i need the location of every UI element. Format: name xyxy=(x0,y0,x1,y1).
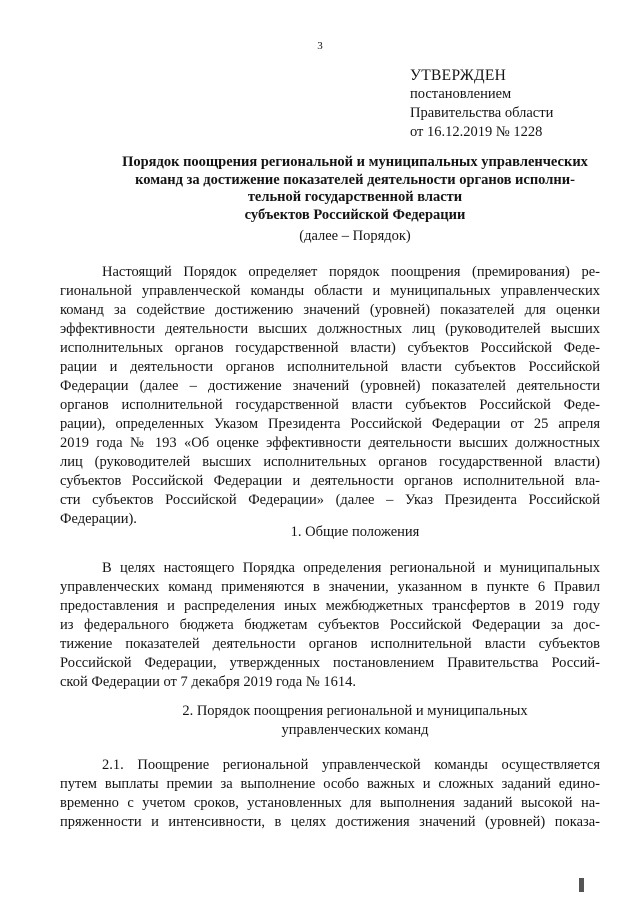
text-line: предоставления и распределения иных межбюджетных трансфертов в 2019 году xyxy=(60,598,600,614)
text-line: В целях настоящего Порядка определения региональной и муниципальных xyxy=(102,560,600,576)
section-1-paragraph xyxy=(60,559,600,692)
text-line: Федерации (далее – достижение значений (уровней) показателей деятельности xyxy=(60,378,600,394)
text-line: путем выплаты премии за выполнение особо важных и сложных заданий едино- xyxy=(60,776,600,792)
title-line: Порядок поощрения региональной и муниципальных управленческих xyxy=(122,154,588,170)
text-line: ской Федерации от 7 декабря 2019 года № 1614. xyxy=(60,674,356,690)
title-line: команд за достижение показателей деятельности органов исполни- xyxy=(135,171,575,188)
document-title xyxy=(60,154,640,224)
text-line: пряженности и интенсивности, в целях достижения значений (уровней) показа- xyxy=(60,814,600,830)
text-line: рации), определенных Указом Президента Российской Федерации от 25 апреля xyxy=(60,416,600,432)
text-line: 2.1. Поощрение региональной управленческой команды осуществляется xyxy=(102,757,600,773)
text-line: Федерации). xyxy=(60,511,137,527)
text-line: субъектов Российской Федерации и деятельности органов исполнительной вла- xyxy=(60,473,600,489)
text-line: исполнительных органов государственной власти) субъектов Российской Феде- xyxy=(60,340,600,356)
scan-artifact xyxy=(579,878,584,892)
heading-line: 2. Порядок поощрения региональной и муниципальных xyxy=(182,703,528,719)
title-line: субъектов Российской Федерации xyxy=(244,206,466,223)
title-note: (далее – Порядок) xyxy=(299,228,411,244)
heading-line: 1. Общие положения xyxy=(290,524,420,540)
text-line: временно с учетом сроков, установленных для выполнения заданий высокой на- xyxy=(60,795,600,811)
page-number: 3 xyxy=(317,40,323,52)
approval-stamp xyxy=(410,66,610,142)
text-line: органов исполнительной государственной власти субъектов Российской Феде- xyxy=(60,397,600,413)
text-line: гиональной управленческой команды области и муниципальных управленческих xyxy=(60,283,600,299)
text-line: управленческих команд применяются в значении, указанном в пункте 6 Правил xyxy=(60,579,600,595)
approval-line: постановлением xyxy=(410,86,512,102)
section-2-heading xyxy=(60,702,640,740)
approval-date: от 16.12.2019 № 1228 xyxy=(410,124,543,140)
text-line: сти субъектов Российской Федерации» (далее – Указ Президента Российской xyxy=(60,492,600,508)
text-line: 2019 года № 193 «Об оценке эффективности деятельности высших должностных xyxy=(60,435,600,451)
text-line: тижение показателей деятельности органов исполнительной власти субъектов xyxy=(60,636,600,652)
text-line: лиц (руководителей высших исполнительных органов государственной власти) xyxy=(60,454,600,470)
approval-line: Правительства области xyxy=(410,105,554,121)
text-line: из федерального бюджета бюджетам субъектов Российской Федерации за дос- xyxy=(60,617,600,633)
section-1-heading xyxy=(60,523,640,542)
title-line: тельной государственной власти xyxy=(247,189,463,205)
intro-paragraph xyxy=(60,263,600,529)
text-line: Российской Федерации, утвержденных постановлением Правительства Россий- xyxy=(60,655,600,671)
text-line: рации и деятельности органов исполнительной власти субъектов Российской xyxy=(60,359,600,375)
text-line: команд за содействие достижению значений (уровней) показателей для оценки xyxy=(60,302,600,318)
approval-title: УТВЕРЖДЕН xyxy=(410,67,507,84)
text-line: эффективности деятельности высших должностных лиц (руководителей высших xyxy=(60,321,600,337)
section-2-paragraph xyxy=(60,756,600,832)
text-line: Настоящий Порядок определяет порядок поощрения (премирования) ре- xyxy=(102,264,600,280)
heading-line: управленческих команд xyxy=(281,722,429,738)
